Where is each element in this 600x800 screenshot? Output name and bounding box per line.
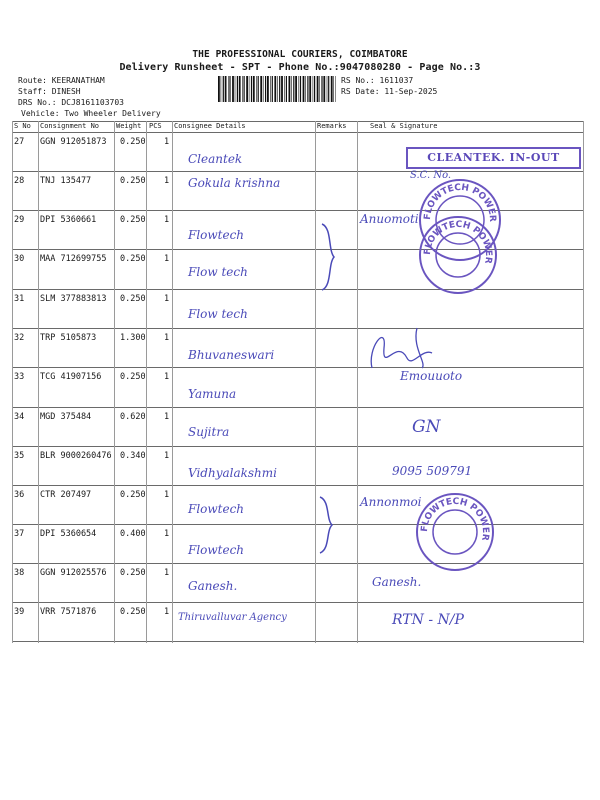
- barcode-bar: [235, 76, 236, 102]
- column-header-remarks: Remarks: [317, 122, 347, 130]
- barcode-bar: [309, 76, 311, 102]
- handwritten-signature: GN: [412, 417, 441, 437]
- table-cell-consignment: CTR 207497: [40, 490, 92, 500]
- brace-icon: [318, 222, 338, 292]
- handwritten-consignee: Yamuna: [188, 387, 237, 401]
- table-cell-sno: 39: [14, 607, 25, 617]
- runsheet-subtitle: Delivery Runsheet - SPT - Phone No.:9047080280 - Page No.:3: [119, 62, 481, 73]
- barcode-bar: [258, 76, 259, 102]
- handwritten-consignee: Gokula krishna: [188, 176, 281, 190]
- table-cell-pcs: 1: [164, 333, 170, 343]
- barcode-bar: [319, 76, 320, 102]
- table-cell-sno: 37: [14, 529, 25, 539]
- table-cell-weight: 0.250: [120, 372, 146, 382]
- barcode-bar: [313, 76, 314, 102]
- handwritten-signature: 9095 509791: [392, 464, 473, 478]
- barcode-bar: [299, 76, 300, 102]
- table-rule: [146, 121, 147, 643]
- column-header-consignment: Consignment No: [40, 122, 100, 130]
- table-cell-sno: 29: [14, 215, 25, 225]
- table-cell-consignment: TCG 41907156: [40, 372, 102, 382]
- table-rule: [12, 485, 583, 486]
- barcode-bar: [289, 76, 291, 102]
- signature-scribble-icon: [362, 318, 442, 378]
- barcode-bar: [274, 76, 276, 102]
- barcode-bar: [244, 76, 245, 102]
- barcode-bar: [237, 76, 238, 102]
- table-cell-pcs: 1: [164, 490, 170, 500]
- seal-ring-text: FLOWTECH POWER: [419, 496, 491, 542]
- table-cell-sno: 33: [14, 372, 25, 382]
- table-cell-consignment: VRR 7571876: [40, 607, 97, 617]
- barcode-bar: [263, 76, 264, 102]
- table-cell-weight: 0.250: [120, 215, 146, 225]
- table-cell-pcs: 1: [164, 412, 170, 422]
- table-rule: [315, 121, 316, 643]
- table-cell-pcs: 1: [164, 176, 170, 186]
- table-rule: [12, 446, 583, 447]
- handwritten-consignee: Thiruvalluvar Agency: [178, 612, 287, 623]
- handwritten-consignee: Flowtech: [188, 543, 245, 557]
- table-rule: [12, 121, 583, 122]
- table-cell-sno: 28: [14, 176, 25, 186]
- barcode-bar: [272, 76, 273, 102]
- table-cell-consignment: TRP 5105873: [40, 333, 97, 343]
- barcode-bar: [232, 76, 234, 102]
- barcode-bar: [333, 76, 334, 102]
- barcode-bar: [265, 76, 266, 102]
- barcode-icon: [218, 76, 336, 102]
- barcode-bar: [295, 76, 297, 102]
- table-cell-pcs: 1: [164, 451, 170, 461]
- table-cell-sno: 31: [14, 294, 25, 304]
- table-cell-consignment: GGN 912025576: [40, 568, 107, 578]
- table-cell-weight: 0.250: [120, 607, 146, 617]
- table-cell-pcs: 1: [164, 529, 170, 539]
- table-rule: [172, 121, 173, 643]
- drs-number: DRS No.: DCJ8161103703: [18, 98, 124, 107]
- table-cell-consignment: MGD 375484: [40, 412, 92, 422]
- table-rule: [12, 132, 583, 133]
- table-cell-weight: 0.250: [120, 137, 146, 147]
- table-cell-pcs: 1: [164, 137, 170, 147]
- table-cell-sno: 30: [14, 254, 25, 264]
- barcode-bar: [228, 76, 229, 102]
- barcode-bar: [223, 76, 224, 102]
- handwritten-signature: Anuomoti: [360, 212, 419, 226]
- table-cell-pcs: 1: [164, 568, 170, 578]
- handwritten-consignee: Bhuvaneswari: [188, 348, 275, 362]
- handwritten-signature: Emouuoto: [400, 369, 463, 383]
- barcode-bar: [300, 76, 301, 102]
- barcode-bar: [253, 76, 255, 102]
- table-rule: [12, 367, 583, 368]
- handwritten-consignee: Flowtech: [188, 228, 245, 242]
- table-cell-consignment: DPI 5360661: [40, 215, 97, 225]
- table-cell-pcs: 1: [164, 294, 170, 304]
- barcode-bar: [218, 76, 220, 102]
- table-cell-weight: 0.250: [120, 176, 146, 186]
- table-rule: [12, 641, 583, 642]
- table-rule: [12, 171, 583, 172]
- barcode-bar: [305, 76, 306, 102]
- table-cell-weight: 0.340: [120, 451, 146, 461]
- barcode-bar: [221, 76, 222, 102]
- flowtech-seal-icon: [405, 492, 505, 572]
- table-cell-weight: 0.250: [120, 490, 146, 500]
- table-cell-consignment: SLM 377883813: [40, 294, 107, 304]
- barcode-bar: [279, 76, 280, 102]
- table-rule: [12, 407, 583, 408]
- flowtech-seal-icon: [408, 215, 508, 295]
- barcode-bar: [260, 76, 262, 102]
- seal-ring-text: FLOWTECH POWER: [422, 182, 498, 223]
- table-cell-sno: 35: [14, 451, 25, 461]
- seal-ring-text: FLOWTECH POWER: [422, 219, 494, 265]
- handwritten-consignee: Vidhyalakshmi: [188, 466, 278, 480]
- table-cell-weight: 0.250: [120, 254, 146, 264]
- table-cell-weight: 1.300: [120, 333, 146, 343]
- table-cell-pcs: 1: [164, 254, 170, 264]
- runsheet-title: THE PROFESSIONAL COURIERS, COIMBATORE: [192, 49, 408, 60]
- barcode-bar: [327, 76, 328, 102]
- sc-no-stamp-label: S.C. No.: [410, 170, 452, 181]
- table-cell-consignment: MAA 712699755: [40, 254, 107, 264]
- barcode-bar: [314, 76, 315, 102]
- column-header-pcs: PCS: [149, 122, 162, 130]
- handwritten-consignee: Sujitra: [188, 425, 230, 439]
- staff-label: Staff: DINESH: [18, 87, 81, 96]
- route-label: Route: KEERANATHAM: [18, 76, 105, 85]
- table-cell-pcs: 1: [164, 372, 170, 382]
- table-rule: [12, 121, 13, 643]
- table-rule: [12, 328, 583, 329]
- barcode-bar: [281, 76, 283, 102]
- barcode-bar: [303, 76, 305, 102]
- barcode-bar: [251, 76, 252, 102]
- barcode-bar: [284, 76, 285, 102]
- handwritten-signature: Annonmoi: [360, 495, 422, 509]
- table-rule: [357, 121, 358, 643]
- barcode-bar: [291, 76, 292, 102]
- barcode-bar: [328, 76, 329, 102]
- table-cell-consignment: TNJ 135477: [40, 176, 92, 186]
- barcode-bar: [229, 76, 230, 102]
- barcode-bar: [242, 76, 243, 102]
- barcode-bar: [239, 76, 241, 102]
- handwritten-consignee: Cleantek: [188, 152, 243, 166]
- cleantek-stamp: CLEANTEK. IN-OUT: [406, 147, 581, 169]
- barcode-bar: [267, 76, 269, 102]
- barcode-bar: [331, 76, 333, 102]
- barcode-bar: [246, 76, 248, 102]
- barcode-bar: [270, 76, 271, 102]
- handwritten-consignee: Flow tech: [188, 307, 248, 321]
- brace-icon: [316, 495, 336, 555]
- table-cell-weight: 0.400: [120, 529, 146, 539]
- handwritten-consignee: Ganesh.: [188, 579, 238, 593]
- rs-number: RS No.: 1611037: [341, 76, 414, 85]
- handwritten-signature: Ganesh.: [372, 575, 422, 589]
- barcode-bar: [225, 76, 227, 102]
- column-header-seal: Seal & Signature: [370, 122, 438, 130]
- column-header-sno: S No: [14, 122, 31, 130]
- table-cell-pcs: 1: [164, 607, 170, 617]
- barcode-bar: [323, 76, 325, 102]
- table-rule: [12, 602, 583, 603]
- column-header-weight: Weight: [116, 122, 142, 130]
- table-cell-sno: 27: [14, 137, 25, 147]
- table-rule: [38, 121, 39, 643]
- handwritten-signature: RTN - N/P: [392, 612, 464, 628]
- table-cell-pcs: 1: [164, 215, 170, 225]
- table-cell-consignment: DPI 5360654: [40, 529, 97, 539]
- table-cell-sno: 38: [14, 568, 25, 578]
- barcode-bar: [293, 76, 294, 102]
- table-rule: [114, 121, 115, 643]
- table-cell-consignment: GGN 912051873: [40, 137, 107, 147]
- table-rule: [583, 121, 584, 643]
- vehicle-label: Vehicle: Two Wheeler Delivery: [21, 109, 161, 118]
- barcode-bar: [286, 76, 287, 102]
- table-cell-weight: 0.620: [120, 412, 146, 422]
- rs-date: RS Date: 11-Sep-2025: [341, 87, 438, 96]
- barcode-bar: [317, 76, 319, 102]
- barcode-bar: [256, 76, 257, 102]
- handwritten-consignee: Flowtech: [188, 502, 245, 516]
- barcode-bar: [277, 76, 278, 102]
- table-cell-sno: 36: [14, 490, 25, 500]
- table-cell-weight: 0.250: [120, 568, 146, 578]
- barcode-bar: [307, 76, 308, 102]
- barcode-bar: [336, 76, 337, 102]
- barcode-bar: [321, 76, 322, 102]
- handwritten-consignee: Flow tech: [188, 265, 248, 279]
- table-cell-sno: 32: [14, 333, 25, 343]
- table-cell-weight: 0.250: [120, 294, 146, 304]
- table-cell-consignment: BLR 9000260476: [40, 451, 112, 461]
- barcode-bar: [249, 76, 250, 102]
- column-header-consignee: Consignee Details: [174, 122, 246, 130]
- table-cell-sno: 34: [14, 412, 25, 422]
